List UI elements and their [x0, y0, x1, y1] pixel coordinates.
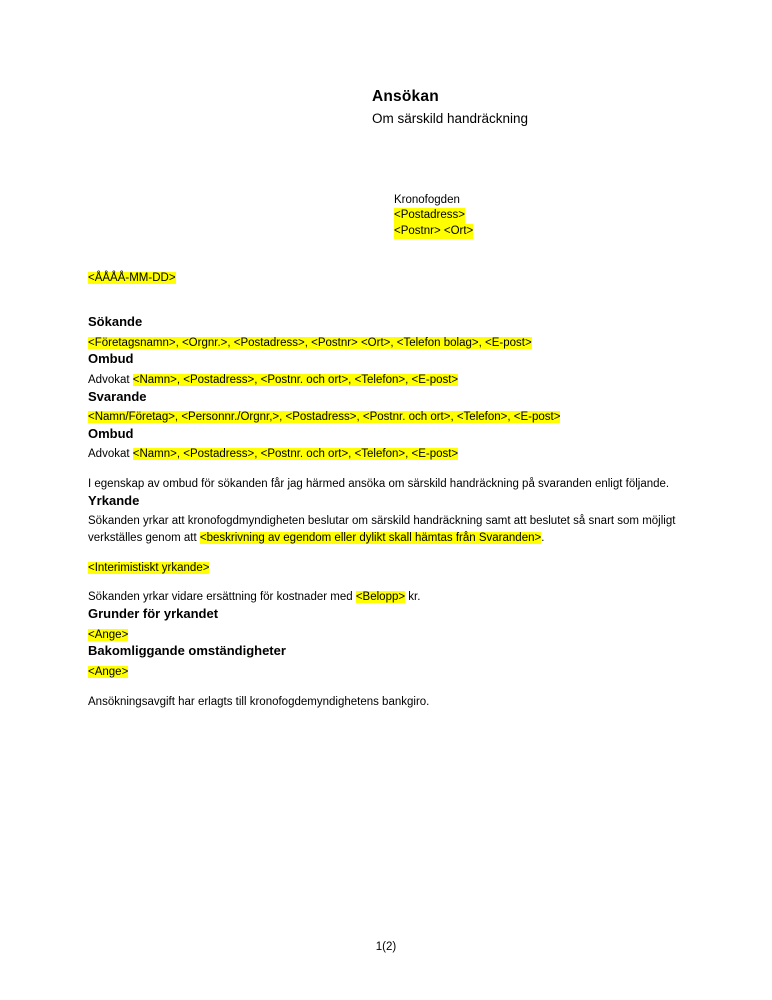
yrkande-p3-pre: Sökanden yrkar vidare ersättning för kostnader med: [88, 591, 356, 604]
ombud-sokande-prefix: Advokat: [88, 373, 133, 386]
ombud-svarande-value: <Namn>, <Postadress>, <Postnr. och ort>, <Telefon>, <E-post>: [132, 448, 459, 461]
heading-ombud-svarande: Ombud: [88, 425, 134, 441]
page-number: 1(2): [375, 941, 397, 953]
yrkande-paragraph-3: [88, 589, 688, 606]
ombud-svarande-prefix: Advokat: [88, 448, 133, 461]
ombud-svarande-row: [88, 446, 688, 463]
heading-ombud-sokande: Ombud: [88, 351, 134, 367]
bakomliggande-paragraph: Ansökningsavgift har erlagts till kronofogdemyndighetens bankgiro.: [88, 695, 430, 708]
ombud-sokande-row: [88, 372, 688, 389]
recipient-line-1: Kronofogden: [394, 194, 460, 206]
recipient-block: [394, 193, 473, 239]
recipient-line-2: <Postadress>: [394, 208, 473, 223]
bakomliggande-value: <Ange>: [88, 665, 129, 678]
yrkande-paragraph-2: [88, 560, 688, 577]
interimistiskt-yrkande-placeholder: <Interimistiskt yrkande>: [88, 561, 210, 574]
page-subtitle: Om särskild handräckning: [372, 110, 529, 126]
grunder-value: <Ange>: [88, 628, 129, 641]
belopp-placeholder: <Belopp>: [355, 591, 406, 604]
svarande-value-row: [88, 409, 688, 426]
heading-grunder: Grunder för yrkandet: [88, 606, 219, 622]
svarande-value: <Namn/Företag>, <Personnr./Orgnr,>, <Postadress>, <Postnr. och ort>, <Telefon>, <E-post>: [88, 411, 561, 424]
date-field: <ÅÅÅÅ-MM-DD>: [88, 272, 176, 284]
heading-sokande: Sökande: [88, 314, 143, 329]
ombud-sokande-value: <Namn>, <Postadress>, <Postnr. och ort>, <Telefon>, <E-post>: [132, 373, 459, 386]
yrkande-paragraph-1: [88, 513, 688, 546]
ombud-svarande-paragraph: I egenskap av ombud för sökanden får jag härmed ansöka om särskild handräckning på svaranden enligt följande.: [88, 478, 670, 491]
document-body: [88, 314, 688, 710]
heading-bakomliggande: Bakomliggande omständigheter: [88, 643, 286, 659]
sokande-value: <Företagsnamn>, <Orgnr.>, <Postadress>, <Postnr> <Ort>, <Telefon bolag>, <E-post>: [88, 336, 532, 349]
title-block: [372, 88, 528, 127]
page-title: Ansökan: [372, 88, 439, 105]
bakomliggande-value-row: [88, 664, 688, 681]
yrkande-p1-placeholder: <beskrivning av egendom eller dylikt skall hämtas från Svaranden>: [199, 532, 542, 544]
heading-svarande: Svarande: [88, 388, 147, 404]
yrkande-p1-post: .: [541, 532, 545, 544]
recipient-line-3: <Postnr> <Ort>: [394, 224, 473, 239]
yrkande-p3-post: kr.: [405, 591, 421, 604]
heading-yrkande: Yrkande: [88, 492, 140, 508]
sokande-value-row: [88, 335, 688, 352]
yrkande-p1-pre: Sökanden yrkar att kronofogdmyndigheten beslutar om särskild handräckning samt att beslutet så snart som möjligt verkställes genom att: [88, 515, 676, 544]
grunder-value-row: [88, 627, 688, 644]
